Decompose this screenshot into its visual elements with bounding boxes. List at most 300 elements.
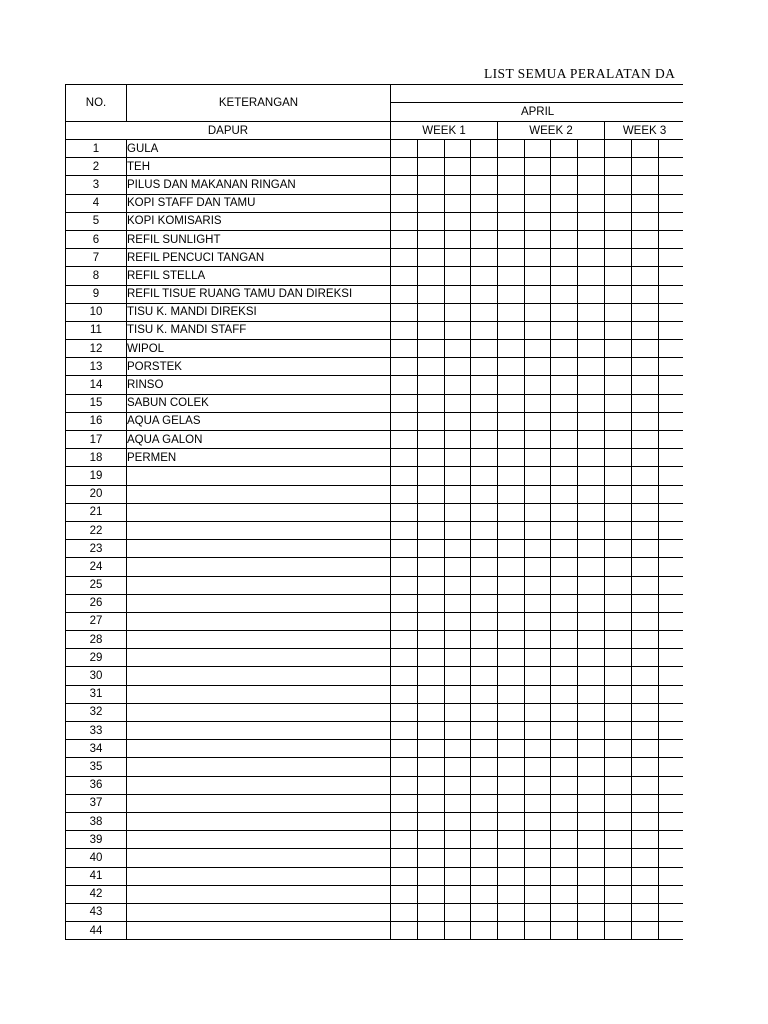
check-cell[interactable] bbox=[418, 503, 445, 521]
check-cell[interactable] bbox=[578, 140, 605, 158]
check-cell[interactable] bbox=[632, 831, 659, 849]
check-cell[interactable] bbox=[605, 631, 632, 649]
check-cell[interactable] bbox=[498, 667, 525, 685]
check-cell[interactable] bbox=[632, 776, 659, 794]
check-cell[interactable] bbox=[445, 467, 471, 485]
check-cell[interactable] bbox=[418, 340, 445, 358]
check-cell[interactable] bbox=[659, 449, 684, 467]
check-cell[interactable] bbox=[632, 158, 659, 176]
check-cell[interactable] bbox=[418, 521, 445, 539]
check-cell[interactable] bbox=[471, 758, 498, 776]
check-cell[interactable] bbox=[659, 776, 684, 794]
check-cell[interactable] bbox=[498, 849, 525, 867]
check-cell[interactable] bbox=[445, 667, 471, 685]
check-cell[interactable] bbox=[445, 885, 471, 903]
check-cell[interactable] bbox=[659, 303, 684, 321]
check-cell[interactable] bbox=[445, 449, 471, 467]
check-cell[interactable] bbox=[498, 558, 525, 576]
check-cell[interactable] bbox=[659, 412, 684, 430]
check-cell[interactable] bbox=[498, 303, 525, 321]
check-cell[interactable] bbox=[551, 831, 578, 849]
check-cell[interactable] bbox=[525, 158, 551, 176]
check-cell[interactable] bbox=[659, 230, 684, 248]
check-cell[interactable] bbox=[418, 285, 445, 303]
check-cell[interactable] bbox=[471, 612, 498, 630]
check-cell[interactable] bbox=[445, 594, 471, 612]
check-cell[interactable] bbox=[525, 831, 551, 849]
check-cell[interactable] bbox=[605, 612, 632, 630]
check-cell[interactable] bbox=[632, 631, 659, 649]
check-cell[interactable] bbox=[391, 212, 418, 230]
check-cell[interactable] bbox=[498, 922, 525, 940]
check-cell[interactable] bbox=[445, 576, 471, 594]
check-cell[interactable] bbox=[578, 267, 605, 285]
check-cell[interactable] bbox=[632, 558, 659, 576]
check-cell[interactable] bbox=[551, 540, 578, 558]
check-cell[interactable] bbox=[525, 867, 551, 885]
check-cell[interactable] bbox=[605, 831, 632, 849]
check-cell[interactable] bbox=[418, 194, 445, 212]
check-cell[interactable] bbox=[551, 467, 578, 485]
check-cell[interactable] bbox=[525, 303, 551, 321]
check-cell[interactable] bbox=[418, 412, 445, 430]
check-cell[interactable] bbox=[605, 449, 632, 467]
check-cell[interactable] bbox=[445, 831, 471, 849]
check-cell[interactable] bbox=[659, 503, 684, 521]
check-cell[interactable] bbox=[605, 703, 632, 721]
check-cell[interactable] bbox=[605, 321, 632, 339]
check-cell[interactable] bbox=[418, 394, 445, 412]
check-cell[interactable] bbox=[471, 140, 498, 158]
check-cell[interactable] bbox=[391, 667, 418, 685]
check-cell[interactable] bbox=[551, 321, 578, 339]
check-cell[interactable] bbox=[525, 340, 551, 358]
check-cell[interactable] bbox=[632, 140, 659, 158]
check-cell[interactable] bbox=[605, 776, 632, 794]
check-cell[interactable] bbox=[525, 521, 551, 539]
check-cell[interactable] bbox=[418, 431, 445, 449]
check-cell[interactable] bbox=[578, 521, 605, 539]
check-cell[interactable] bbox=[471, 267, 498, 285]
check-cell[interactable] bbox=[525, 449, 551, 467]
check-cell[interactable] bbox=[418, 776, 445, 794]
check-cell[interactable] bbox=[498, 340, 525, 358]
check-cell[interactable] bbox=[498, 540, 525, 558]
check-cell[interactable] bbox=[445, 685, 471, 703]
check-cell[interactable] bbox=[498, 831, 525, 849]
check-cell[interactable] bbox=[605, 558, 632, 576]
check-cell[interactable] bbox=[605, 140, 632, 158]
check-cell[interactable] bbox=[498, 794, 525, 812]
check-cell[interactable] bbox=[525, 176, 551, 194]
check-cell[interactable] bbox=[632, 521, 659, 539]
check-cell[interactable] bbox=[498, 521, 525, 539]
check-cell[interactable] bbox=[525, 485, 551, 503]
check-cell[interactable] bbox=[632, 467, 659, 485]
check-cell[interactable] bbox=[578, 903, 605, 921]
check-cell[interactable] bbox=[498, 740, 525, 758]
check-cell[interactable] bbox=[391, 576, 418, 594]
check-cell[interactable] bbox=[551, 358, 578, 376]
check-cell[interactable] bbox=[659, 849, 684, 867]
check-cell[interactable] bbox=[471, 540, 498, 558]
check-cell[interactable] bbox=[525, 703, 551, 721]
check-cell[interactable] bbox=[659, 285, 684, 303]
check-cell[interactable] bbox=[659, 431, 684, 449]
check-cell[interactable] bbox=[632, 703, 659, 721]
check-cell[interactable] bbox=[578, 849, 605, 867]
check-cell[interactable] bbox=[659, 631, 684, 649]
check-cell[interactable] bbox=[391, 831, 418, 849]
check-cell[interactable] bbox=[498, 394, 525, 412]
check-cell[interactable] bbox=[605, 885, 632, 903]
check-cell[interactable] bbox=[391, 249, 418, 267]
check-cell[interactable] bbox=[525, 140, 551, 158]
check-cell[interactable] bbox=[391, 140, 418, 158]
check-cell[interactable] bbox=[659, 376, 684, 394]
check-cell[interactable] bbox=[659, 194, 684, 212]
check-cell[interactable] bbox=[551, 685, 578, 703]
check-cell[interactable] bbox=[471, 576, 498, 594]
check-cell[interactable] bbox=[632, 740, 659, 758]
check-cell[interactable] bbox=[498, 594, 525, 612]
check-cell[interactable] bbox=[498, 176, 525, 194]
check-cell[interactable] bbox=[498, 812, 525, 830]
check-cell[interactable] bbox=[632, 449, 659, 467]
check-cell[interactable] bbox=[578, 467, 605, 485]
check-cell[interactable] bbox=[391, 358, 418, 376]
check-cell[interactable] bbox=[418, 230, 445, 248]
check-cell[interactable] bbox=[525, 540, 551, 558]
check-cell[interactable] bbox=[605, 812, 632, 830]
check-cell[interactable] bbox=[525, 649, 551, 667]
check-cell[interactable] bbox=[445, 230, 471, 248]
check-cell[interactable] bbox=[632, 576, 659, 594]
check-cell[interactable] bbox=[525, 558, 551, 576]
check-cell[interactable] bbox=[659, 212, 684, 230]
check-cell[interactable] bbox=[659, 903, 684, 921]
check-cell[interactable] bbox=[391, 885, 418, 903]
check-cell[interactable] bbox=[659, 867, 684, 885]
check-cell[interactable] bbox=[498, 158, 525, 176]
check-cell[interactable] bbox=[418, 631, 445, 649]
check-cell[interactable] bbox=[578, 794, 605, 812]
check-cell[interactable] bbox=[418, 740, 445, 758]
check-cell[interactable] bbox=[605, 594, 632, 612]
check-cell[interactable] bbox=[632, 194, 659, 212]
check-cell[interactable] bbox=[659, 467, 684, 485]
check-cell[interactable] bbox=[578, 867, 605, 885]
check-cell[interactable] bbox=[418, 685, 445, 703]
check-cell[interactable] bbox=[605, 667, 632, 685]
check-cell[interactable] bbox=[605, 212, 632, 230]
check-cell[interactable] bbox=[391, 922, 418, 940]
check-cell[interactable] bbox=[471, 467, 498, 485]
check-cell[interactable] bbox=[525, 376, 551, 394]
check-cell[interactable] bbox=[605, 394, 632, 412]
check-cell[interactable] bbox=[578, 758, 605, 776]
check-cell[interactable] bbox=[418, 812, 445, 830]
check-cell[interactable] bbox=[605, 903, 632, 921]
check-cell[interactable] bbox=[632, 612, 659, 630]
check-cell[interactable] bbox=[525, 776, 551, 794]
check-cell[interactable] bbox=[418, 249, 445, 267]
check-cell[interactable] bbox=[498, 449, 525, 467]
check-cell[interactable] bbox=[659, 140, 684, 158]
check-cell[interactable] bbox=[632, 794, 659, 812]
check-cell[interactable] bbox=[632, 230, 659, 248]
check-cell[interactable] bbox=[659, 922, 684, 940]
check-cell[interactable] bbox=[418, 649, 445, 667]
check-cell[interactable] bbox=[391, 431, 418, 449]
check-cell[interactable] bbox=[659, 394, 684, 412]
check-cell[interactable] bbox=[551, 376, 578, 394]
check-cell[interactable] bbox=[659, 758, 684, 776]
check-cell[interactable] bbox=[445, 758, 471, 776]
check-cell[interactable] bbox=[659, 558, 684, 576]
check-cell[interactable] bbox=[391, 594, 418, 612]
check-cell[interactable] bbox=[471, 649, 498, 667]
check-cell[interactable] bbox=[551, 849, 578, 867]
check-cell[interactable] bbox=[578, 376, 605, 394]
check-cell[interactable] bbox=[605, 794, 632, 812]
check-cell[interactable] bbox=[551, 412, 578, 430]
check-cell[interactable] bbox=[659, 685, 684, 703]
check-cell[interactable] bbox=[659, 158, 684, 176]
check-cell[interactable] bbox=[578, 776, 605, 794]
check-cell[interactable] bbox=[418, 485, 445, 503]
check-cell[interactable] bbox=[605, 503, 632, 521]
check-cell[interactable] bbox=[551, 631, 578, 649]
check-cell[interactable] bbox=[498, 485, 525, 503]
check-cell[interactable] bbox=[471, 831, 498, 849]
check-cell[interactable] bbox=[498, 612, 525, 630]
check-cell[interactable] bbox=[445, 649, 471, 667]
check-cell[interactable] bbox=[418, 794, 445, 812]
check-cell[interactable] bbox=[418, 722, 445, 740]
check-cell[interactable] bbox=[578, 703, 605, 721]
check-cell[interactable] bbox=[525, 412, 551, 430]
check-cell[interactable] bbox=[498, 285, 525, 303]
check-cell[interactable] bbox=[525, 285, 551, 303]
check-cell[interactable] bbox=[445, 521, 471, 539]
check-cell[interactable] bbox=[471, 776, 498, 794]
check-cell[interactable] bbox=[632, 594, 659, 612]
check-cell[interactable] bbox=[391, 340, 418, 358]
check-cell[interactable] bbox=[605, 358, 632, 376]
check-cell[interactable] bbox=[391, 285, 418, 303]
check-cell[interactable] bbox=[632, 540, 659, 558]
check-cell[interactable] bbox=[498, 249, 525, 267]
check-cell[interactable] bbox=[471, 812, 498, 830]
check-cell[interactable] bbox=[525, 358, 551, 376]
check-cell[interactable] bbox=[659, 340, 684, 358]
check-cell[interactable] bbox=[498, 140, 525, 158]
check-cell[interactable] bbox=[551, 776, 578, 794]
check-cell[interactable] bbox=[525, 740, 551, 758]
check-cell[interactable] bbox=[551, 230, 578, 248]
check-cell[interactable] bbox=[525, 267, 551, 285]
check-cell[interactable] bbox=[471, 594, 498, 612]
check-cell[interactable] bbox=[445, 540, 471, 558]
check-cell[interactable] bbox=[632, 249, 659, 267]
check-cell[interactable] bbox=[551, 594, 578, 612]
check-cell[interactable] bbox=[391, 467, 418, 485]
check-cell[interactable] bbox=[605, 467, 632, 485]
check-cell[interactable] bbox=[605, 176, 632, 194]
check-cell[interactable] bbox=[632, 394, 659, 412]
check-cell[interactable] bbox=[551, 612, 578, 630]
check-cell[interactable] bbox=[471, 158, 498, 176]
check-cell[interactable] bbox=[498, 194, 525, 212]
check-cell[interactable] bbox=[418, 267, 445, 285]
check-cell[interactable] bbox=[498, 431, 525, 449]
check-cell[interactable] bbox=[551, 394, 578, 412]
check-cell[interactable] bbox=[659, 831, 684, 849]
check-cell[interactable] bbox=[659, 267, 684, 285]
check-cell[interactable] bbox=[445, 740, 471, 758]
check-cell[interactable] bbox=[659, 667, 684, 685]
check-cell[interactable] bbox=[445, 558, 471, 576]
check-cell[interactable] bbox=[525, 431, 551, 449]
check-cell[interactable] bbox=[659, 249, 684, 267]
check-cell[interactable] bbox=[471, 885, 498, 903]
check-cell[interactable] bbox=[445, 849, 471, 867]
check-cell[interactable] bbox=[605, 485, 632, 503]
check-cell[interactable] bbox=[445, 776, 471, 794]
check-cell[interactable] bbox=[445, 321, 471, 339]
check-cell[interactable] bbox=[471, 740, 498, 758]
check-cell[interactable] bbox=[445, 612, 471, 630]
check-cell[interactable] bbox=[578, 831, 605, 849]
check-cell[interactable] bbox=[551, 758, 578, 776]
check-cell[interactable] bbox=[632, 867, 659, 885]
check-cell[interactable] bbox=[551, 303, 578, 321]
check-cell[interactable] bbox=[551, 649, 578, 667]
check-cell[interactable] bbox=[551, 867, 578, 885]
check-cell[interactable] bbox=[471, 521, 498, 539]
check-cell[interactable] bbox=[632, 303, 659, 321]
check-cell[interactable] bbox=[605, 431, 632, 449]
check-cell[interactable] bbox=[418, 594, 445, 612]
check-cell[interactable] bbox=[551, 885, 578, 903]
check-cell[interactable] bbox=[525, 685, 551, 703]
check-cell[interactable] bbox=[525, 631, 551, 649]
check-cell[interactable] bbox=[471, 176, 498, 194]
check-cell[interactable] bbox=[578, 558, 605, 576]
check-cell[interactable] bbox=[632, 267, 659, 285]
check-cell[interactable] bbox=[551, 176, 578, 194]
check-cell[interactable] bbox=[418, 867, 445, 885]
check-cell[interactable] bbox=[391, 812, 418, 830]
check-cell[interactable] bbox=[605, 867, 632, 885]
check-cell[interactable] bbox=[471, 230, 498, 248]
check-cell[interactable] bbox=[578, 340, 605, 358]
check-cell[interactable] bbox=[632, 849, 659, 867]
check-cell[interactable] bbox=[551, 812, 578, 830]
check-cell[interactable] bbox=[659, 321, 684, 339]
check-cell[interactable] bbox=[551, 794, 578, 812]
check-cell[interactable] bbox=[445, 812, 471, 830]
check-cell[interactable] bbox=[578, 576, 605, 594]
check-cell[interactable] bbox=[445, 485, 471, 503]
check-cell[interactable] bbox=[578, 212, 605, 230]
check-cell[interactable] bbox=[418, 376, 445, 394]
check-cell[interactable] bbox=[445, 212, 471, 230]
check-cell[interactable] bbox=[578, 540, 605, 558]
check-cell[interactable] bbox=[525, 922, 551, 940]
check-cell[interactable] bbox=[498, 321, 525, 339]
check-cell[interactable] bbox=[632, 885, 659, 903]
check-cell[interactable] bbox=[659, 576, 684, 594]
check-cell[interactable] bbox=[391, 776, 418, 794]
check-cell[interactable] bbox=[391, 267, 418, 285]
check-cell[interactable] bbox=[391, 503, 418, 521]
check-cell[interactable] bbox=[525, 194, 551, 212]
check-cell[interactable] bbox=[525, 321, 551, 339]
check-cell[interactable] bbox=[471, 194, 498, 212]
check-cell[interactable] bbox=[578, 667, 605, 685]
check-cell[interactable] bbox=[471, 340, 498, 358]
check-cell[interactable] bbox=[632, 722, 659, 740]
check-cell[interactable] bbox=[659, 358, 684, 376]
check-cell[interactable] bbox=[551, 503, 578, 521]
check-cell[interactable] bbox=[659, 176, 684, 194]
check-cell[interactable] bbox=[525, 394, 551, 412]
check-cell[interactable] bbox=[445, 158, 471, 176]
check-cell[interactable] bbox=[525, 467, 551, 485]
check-cell[interactable] bbox=[471, 922, 498, 940]
check-cell[interactable] bbox=[578, 431, 605, 449]
check-cell[interactable] bbox=[471, 285, 498, 303]
check-cell[interactable] bbox=[578, 303, 605, 321]
check-cell[interactable] bbox=[471, 794, 498, 812]
check-cell[interactable] bbox=[605, 685, 632, 703]
check-cell[interactable] bbox=[471, 249, 498, 267]
check-cell[interactable] bbox=[498, 685, 525, 703]
check-cell[interactable] bbox=[578, 885, 605, 903]
check-cell[interactable] bbox=[471, 431, 498, 449]
check-cell[interactable] bbox=[659, 485, 684, 503]
check-cell[interactable] bbox=[418, 303, 445, 321]
check-cell[interactable] bbox=[551, 449, 578, 467]
check-cell[interactable] bbox=[391, 321, 418, 339]
check-cell[interactable] bbox=[471, 303, 498, 321]
check-cell[interactable] bbox=[445, 194, 471, 212]
check-cell[interactable] bbox=[578, 230, 605, 248]
check-cell[interactable] bbox=[498, 467, 525, 485]
check-cell[interactable] bbox=[578, 394, 605, 412]
check-cell[interactable] bbox=[578, 176, 605, 194]
check-cell[interactable] bbox=[525, 212, 551, 230]
check-cell[interactable] bbox=[498, 903, 525, 921]
check-cell[interactable] bbox=[445, 176, 471, 194]
check-cell[interactable] bbox=[605, 521, 632, 539]
check-cell[interactable] bbox=[578, 594, 605, 612]
check-cell[interactable] bbox=[445, 394, 471, 412]
check-cell[interactable] bbox=[578, 922, 605, 940]
check-cell[interactable] bbox=[632, 758, 659, 776]
check-cell[interactable] bbox=[551, 922, 578, 940]
check-cell[interactable] bbox=[632, 340, 659, 358]
check-cell[interactable] bbox=[471, 903, 498, 921]
check-cell[interactable] bbox=[578, 321, 605, 339]
check-cell[interactable] bbox=[605, 758, 632, 776]
check-cell[interactable] bbox=[659, 722, 684, 740]
check-cell[interactable] bbox=[632, 485, 659, 503]
check-cell[interactable] bbox=[632, 285, 659, 303]
check-cell[interactable] bbox=[445, 794, 471, 812]
